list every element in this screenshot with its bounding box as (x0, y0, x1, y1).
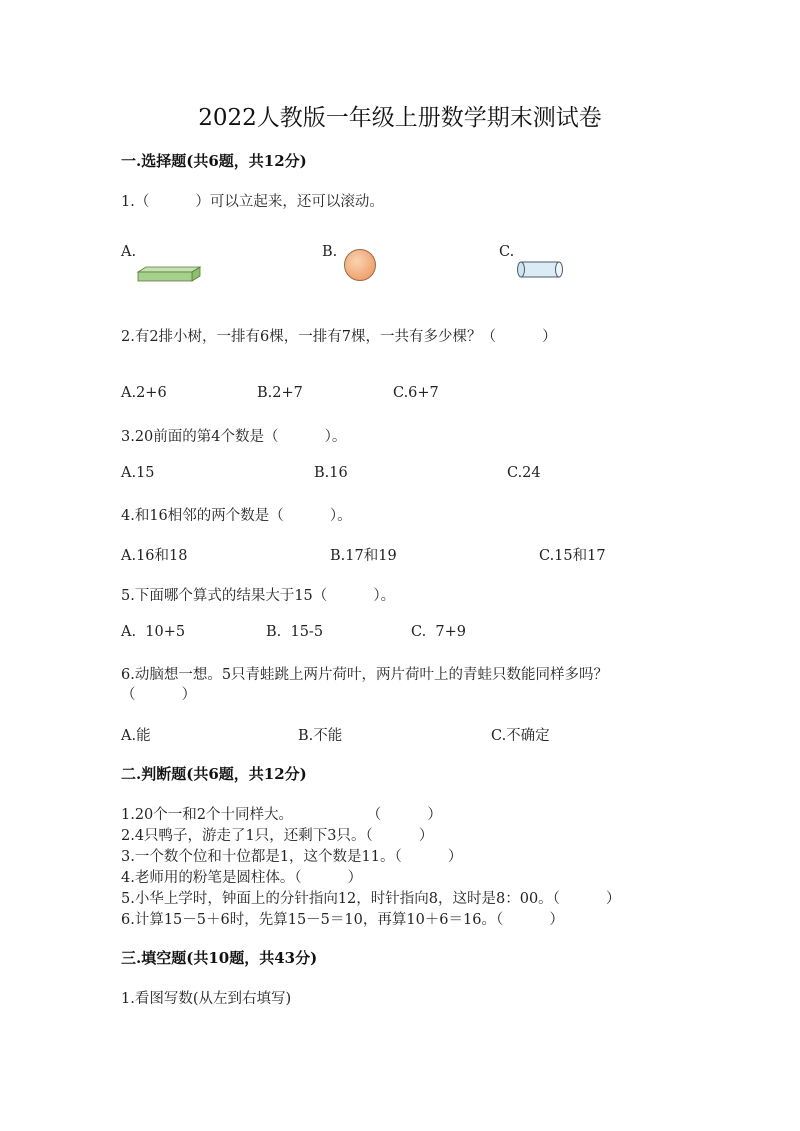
q1-option-c-label: C. (499, 244, 515, 260)
judgement-item: 6.计算15－5＋6时，先算15－5＝10，再算10＋6＝16。（ ） (121, 912, 564, 928)
q3-option-b: B.16 (314, 465, 348, 481)
rectangular-prism-image (136, 264, 204, 284)
question-4: 4.和16相邻的两个数是（ ）。 (121, 508, 352, 524)
page-title: 2022人教版一年级上册数学期末测试卷 (198, 105, 602, 131)
judgement-item: 5.小华上学时，钟面上的分针指向12，时针指向8，这时是8：00。（ ） (121, 891, 621, 907)
question-3: 3.20前面的第4个数是（ ）。 (121, 429, 347, 445)
q1-option-a-label: A. (121, 244, 137, 260)
section-heading-fill-in: 三.填空题(共10题，共43分) (121, 949, 318, 967)
q2-option-b: B.2+7 (257, 385, 303, 401)
q6-option-b: B.不能 (298, 728, 343, 744)
judgement-item: 3.一个数个位和十位都是1，这个数是11。（ ） (121, 849, 463, 865)
judgement-item: 1.20个一和2个十同样大。 （ ） (121, 807, 442, 823)
judgement-item: 2.4只鸭子，游走了1只，还剩下3只。（ ） (121, 828, 434, 844)
question-5: 5.下面哪个算式的结果大于15（ ）。 (121, 588, 396, 604)
section-heading-choice: 一.选择题(共6题，共12分) (121, 152, 307, 170)
ball-image (342, 248, 378, 282)
question-2: 2.有2排小树，一排有6棵，一排有7棵，一共有多少棵？（ ） (121, 329, 557, 345)
question-1: 1.（ ）可以立起来，还可以滚动。 (121, 194, 384, 210)
section-heading-judgement: 二.判断题(共6题，共12分) (121, 765, 307, 783)
q5-option-c: C. 7+9 (411, 624, 467, 640)
fill-question-1: 1.看图写数(从左到右填写) (121, 991, 292, 1007)
q6-option-a: A.能 (121, 728, 151, 744)
q4-option-a: A.16和18 (121, 548, 188, 564)
q3-option-a: A.15 (121, 465, 155, 481)
q4-option-c: C.15和17 (539, 548, 606, 564)
judgement-item: 4.老师用的粉笔是圆柱体。（ ） (121, 870, 363, 886)
q1-option-b-label: B. (322, 244, 338, 260)
q2-option-c: C.6+7 (393, 385, 439, 401)
q5-option-a: A. 10+5 (121, 624, 186, 640)
question-6: 6.动脑想一想。5只青蛙跳上两片荷叶，两片荷叶上的青蛙只数能同样多吗？ (121, 667, 609, 683)
cylinder-image (516, 258, 566, 282)
q4-option-b: B.17和19 (330, 548, 397, 564)
q3-option-c: C.24 (507, 465, 541, 481)
q2-option-a: A.2+6 (121, 385, 167, 401)
q5-option-b: B. 15-5 (266, 624, 324, 640)
q6-option-c: C.不确定 (491, 728, 550, 744)
question-6-answer-blank: （ ） (121, 687, 197, 703)
